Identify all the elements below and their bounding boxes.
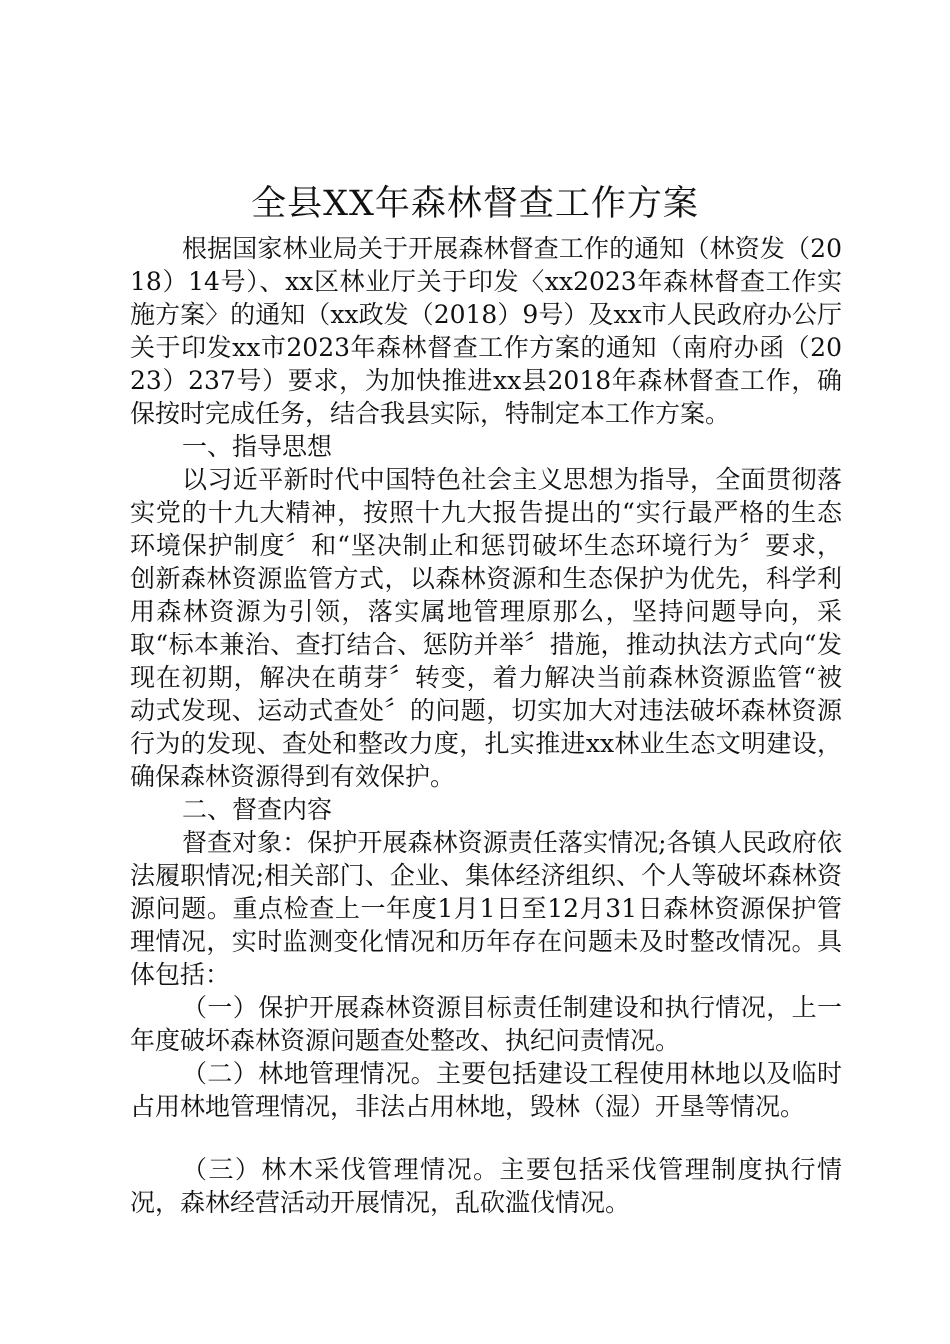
section-heading-guiding-thought: 一、指导思想 [182, 432, 333, 461]
guiding-thought-paragraph: 以习近平新时代中国特色社会主义思想为指导，全面贯彻落实党的十九大精神，按照十九大报告提出的“实行最严格的生态环境保护制度〞和“坚决制止和惩罚破坏生态环境行为〞要求，创新森林资源监管方式，以森林资源和生态保护为优先，科学利用森林资源为引领，落实属地管理原那么，坚持问题导向，采取“标本兼治、查打结合、惩防并举〞措施，推动执法方式向“发现在初期，解决在萌芽〞转变，着力解决当前森林资源监管“被动式发现、运动式查处〞的问题，切实加大对违法破坏森林资源行为的发现、查处和整改力度，扎实推进xx林业生态文明建设，确保森林资源得到有效保护。 [130, 465, 842, 791]
section-heading-inspection-content: 二、督查内容 [182, 795, 333, 824]
paragraph-spacer [130, 1123, 842, 1153]
list-item-3: （三）林木采伐管理情况。主要包括采伐管理制度执行情况，森林经营活动开展情况，乱砍滥伐情况。 [130, 1155, 842, 1217]
document-title: 全县XX年森林督查工作方案 [251, 184, 699, 224]
intro-paragraph: 根据国家林业局关于开展森林督查工作的通知（林资发（2018）14号）、xx区林业厅关于印发〈xx2023年森林督查工作实施方案〉的通知（xx政发（2018）9号）及xx市人民政府办公厅关于印发xx市2023年森林督查工作方案的通知（南府办函（2023）237号）要求，为加快推进xx县2018年森林督查工作，确保按时完成任务，结合我县实际，特制定本工作方案。 [130, 234, 842, 428]
list-item-2: （二）林地管理情况。主要包括建设工程使用林地以及临时占用林地管理情况，非法占用林地，毁林（湿）开垦等情况。 [130, 1059, 842, 1121]
list-item-1: （一）保护开展森林资源目标责任制建设和执行情况，上一年度破坏森林资源问题查处整改、执纪问责情况。 [130, 993, 842, 1055]
inspection-content-paragraph: 督查对象：保护开展森林资源责任落实情况;各镇人民政府依法履职情况;相关部门、企业、集体经济组织、个人等破坏森林资源问题。重点检查上一年度1月1日至12月31日森林资源保护管理情况，实时监测变化情况和历年存在问题未及时整改情况。具体包括： [130, 828, 842, 989]
document-body [130, 232, 842, 1219]
